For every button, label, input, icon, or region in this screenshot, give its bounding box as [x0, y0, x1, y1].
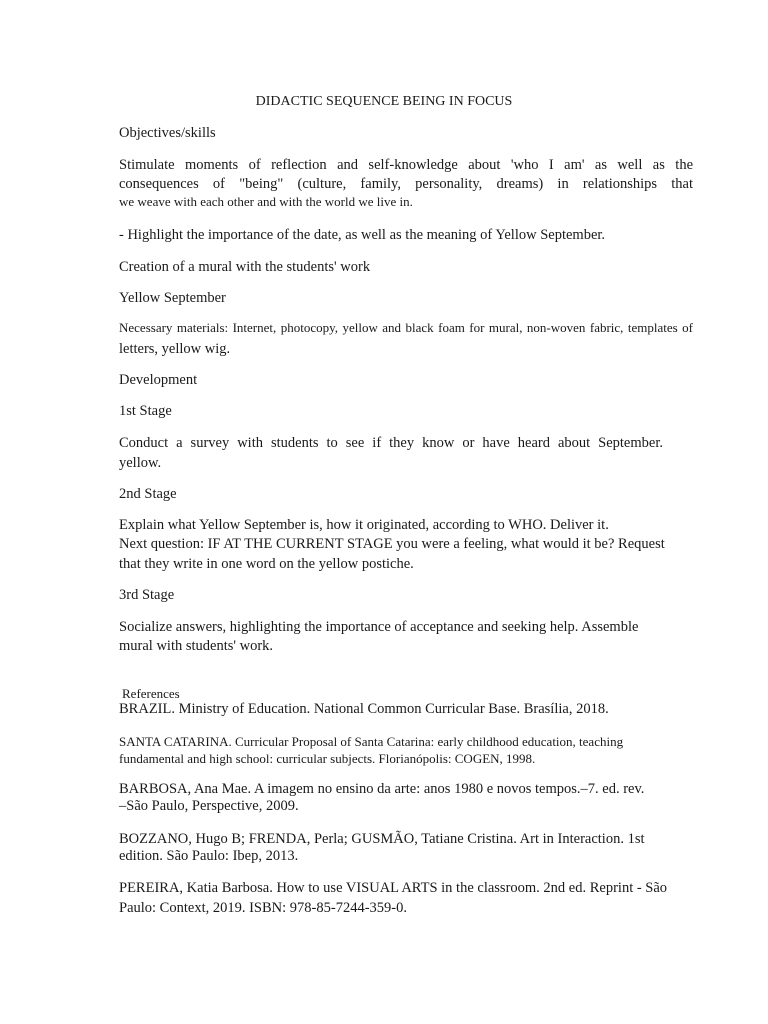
stage3-heading: 3rd Stage	[119, 587, 175, 603]
stage3-line-2: mural with students' work.	[119, 638, 274, 654]
stage1-line-2: yellow.	[119, 455, 162, 471]
stage2-line-1: Explain what Yellow September is, how it originated, according to WHO. Deliver it.	[119, 517, 609, 533]
objectives-heading: Objectives/skills	[119, 125, 216, 141]
document-title: DIDACTIC SEQUENCE BEING IN FOCUS	[255, 94, 513, 109]
stage2-line-2: Next question: IF AT THE CURRENT STAGE you were a feeling, what would it be? Request	[119, 536, 665, 552]
objectives-line-2: consequences of "being" (culture, family, personality, dreams) in relationships that	[119, 176, 693, 192]
yellow-september-label: Yellow September	[119, 290, 226, 306]
mural-text: Creation of a mural with the students' work	[119, 259, 371, 275]
highlight-text: - Highlight the importance of the date, as well as the meaning of Yellow September.	[119, 227, 606, 243]
reference-3-line-2: –São Paulo, Perspective, 2009.	[119, 798, 299, 814]
objectives-line-1: Stimulate moments of reflection and self-knowledge about 'who I am' as well as the	[119, 157, 693, 173]
reference-5-line-1: PEREIRA, Katia Barbosa. How to use VISUAL ARTS in the classroom. 2nd ed. Reprint - São	[119, 880, 668, 896]
stage2-line-3: that they write in one word on the yellow postiche.	[119, 556, 414, 572]
reference-2-line-1: SANTA CATARINA. Curricular Proposal of Santa Catarina: early childhood education, teaching	[119, 734, 624, 749]
stage3-line-1: Socialize answers, highlighting the importance of acceptance and seeking help. Assemble	[119, 619, 639, 635]
development-heading: Development	[119, 372, 198, 388]
references-heading: References	[122, 686, 180, 701]
materials-line-2: letters, yellow wig.	[119, 341, 231, 357]
reference-5-line-2: Paulo: Context, 2019. ISBN: 978-85-7244-359-0.	[119, 900, 407, 916]
stage2-heading: 2nd Stage	[119, 486, 177, 502]
reference-1: BRAZIL. Ministry of Education. National Common Curricular Base. Brasília, 2018.	[119, 701, 609, 717]
materials-line-1: Necessary materials: Internet, photocopy, yellow and black foam for mural, non-woven fabric, templates of	[119, 320, 693, 335]
stage1-heading: 1st Stage	[119, 403, 172, 419]
reference-4-line-2: edition. São Paulo: Ibep, 2013.	[119, 848, 299, 864]
reference-2-line-2: fundamental and high school: curricular subjects. Florianópolis: COGEN, 1998.	[119, 751, 536, 766]
objectives-line-3: we weave with each other and with the world we live in.	[119, 194, 413, 209]
reference-3-line-1: BARBOSA, Ana Mae. A imagem no ensino da arte: anos 1980 e novos tempos.–7. ed. rev.	[119, 781, 645, 797]
reference-4-line-1: BOZZANO, Hugo B; FRENDA, Perla; GUSMÃO, Tatiane Cristina. Art in Interaction. 1st	[119, 831, 645, 847]
stage1-line-1: Conduct a survey with students to see if they know or have heard about September.	[119, 435, 663, 451]
